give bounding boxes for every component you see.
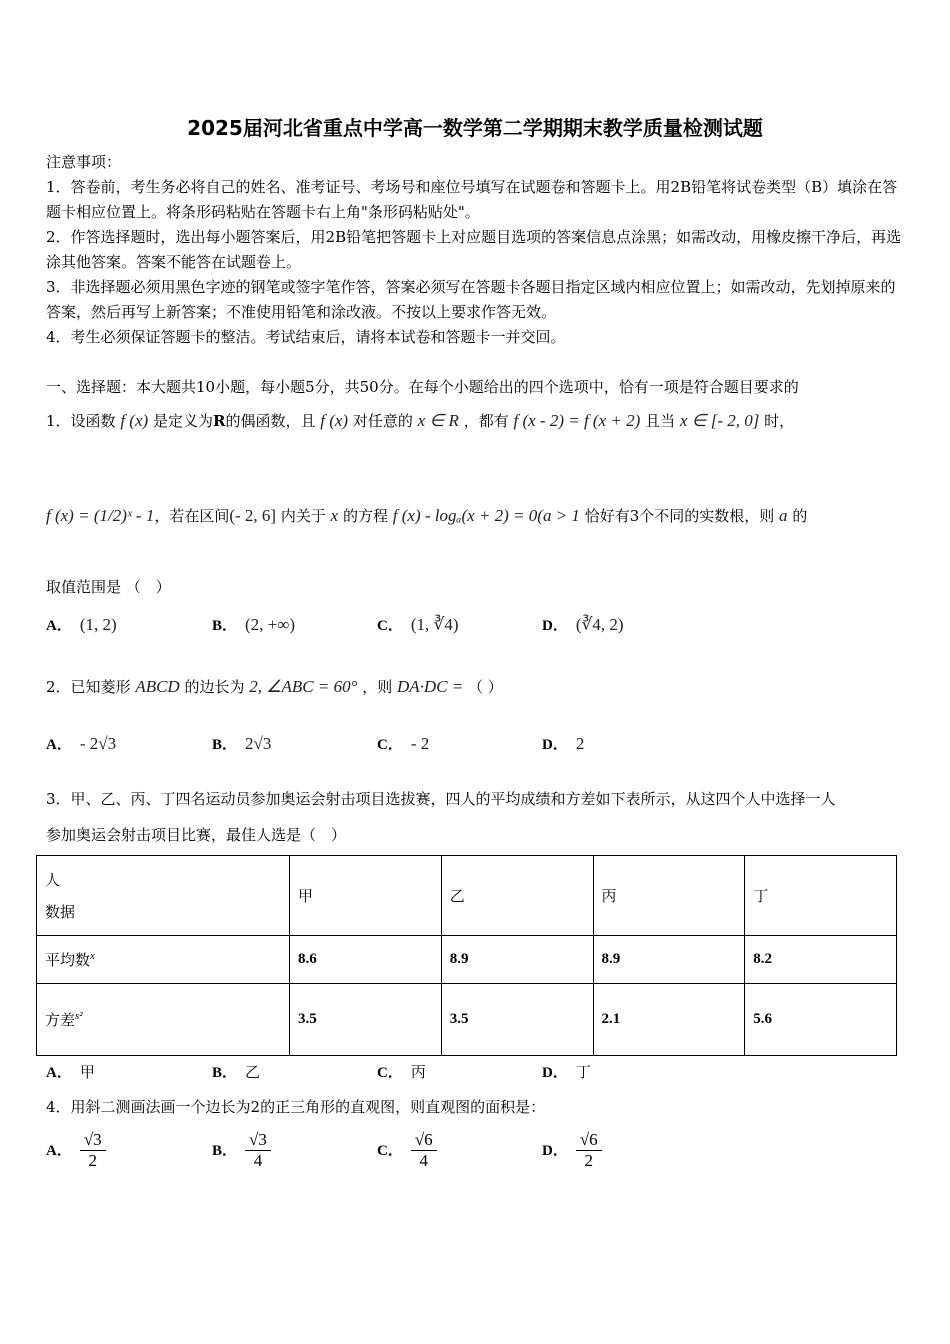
q1-option-d[interactable] xyxy=(542,614,624,635)
q2-option-d[interactable] xyxy=(542,733,584,754)
option-value: 乙 xyxy=(245,1063,261,1081)
q1-text: R xyxy=(212,412,226,430)
q2-math: ABCD xyxy=(135,677,180,696)
option-value: 丙 xyxy=(410,1063,426,1081)
q1-text: 的偶函数，且 xyxy=(225,412,316,430)
q2-option-a[interactable] xyxy=(46,733,116,754)
table-header: 甲 xyxy=(290,856,442,936)
table-header-row xyxy=(37,856,897,936)
option-label: D． xyxy=(542,1142,568,1159)
question-1-line-3: 取值范围是 （ ） xyxy=(46,578,171,596)
option-value: (1, 2) xyxy=(79,615,117,634)
option-label: B． xyxy=(212,1142,238,1159)
option-value: - 2 xyxy=(410,734,430,753)
q1-text: 是定义为 xyxy=(152,412,213,430)
page-title: 2025届河北省重点中学高一数学第二学期期末教学质量检测试题 xyxy=(187,116,763,140)
question-2 xyxy=(46,676,503,697)
notice-heading: 注意事项： xyxy=(46,153,122,171)
table-header: 乙 xyxy=(441,856,593,936)
fraction-numerator: √3 xyxy=(80,1130,106,1151)
row-label-text: 平均数 xyxy=(45,951,91,969)
q4-option-a[interactable] xyxy=(46,1130,106,1171)
q1-text: 对任意的 xyxy=(352,412,413,430)
question-3-line-2: 参加奥运会射击项目比赛，最佳人选是（ ） xyxy=(46,826,347,844)
q4-option-c[interactable] xyxy=(377,1130,437,1171)
table-header: 丙 xyxy=(593,856,745,936)
q1-text: 恰好有3个不同的实数根，则 xyxy=(584,507,775,525)
q3-option-c[interactable] xyxy=(377,1061,426,1082)
option-label: D． xyxy=(542,737,568,753)
notice-item-4: 4．考生必须保证答题卡的整洁。考试结束后，请将本试卷和答题卡一并交回。 xyxy=(46,328,566,346)
q3-option-a[interactable] xyxy=(46,1061,95,1082)
q1-text: 且当 xyxy=(645,412,676,430)
q2-math: DA·DC = xyxy=(397,677,464,696)
fraction-numerator: √6 xyxy=(411,1130,437,1151)
section-heading: 一、选择题：本大题共10小题，每小题5分，共50分。在每个小题给出的四个选项中，恰有一项是符合题目要求的 xyxy=(46,378,799,396)
q4-option-b[interactable] xyxy=(212,1130,271,1171)
notice-item-1: 1．答卷前，考生务必将自己的姓名、准考证号、考场号和座位号填写在试题卷和答题卡上。用2B铅笔将试卷类型（B）填涂在答题卡相应位置上。将条形码粘贴在答题卡右上角"条形码粘贴处"。 xyxy=(46,178,898,221)
option-value: (2, +∞) xyxy=(245,615,296,634)
fraction-numerator: √6 xyxy=(576,1130,602,1151)
row-label-text: 方差 xyxy=(45,1011,76,1029)
q3-option-d[interactable] xyxy=(542,1061,591,1082)
q1-text: 1．设函数 xyxy=(46,412,116,430)
option-label: B． xyxy=(212,737,238,753)
option-label: A． xyxy=(46,618,72,634)
q2-text: 的边长为 xyxy=(184,678,245,696)
table-cell: 3.5 xyxy=(290,984,442,1056)
fraction-numerator: √3 xyxy=(245,1130,271,1151)
q1-text: 时， xyxy=(764,412,795,430)
question-3-line-1: 3．甲、乙、丙、丁四名运动员参加奥运会射击项目选拔赛，四人的平均成绩和方差如下表所示，从这四个人中选择一人 xyxy=(46,790,836,808)
option-label: A． xyxy=(46,737,72,753)
fraction xyxy=(411,1130,437,1171)
option-label: C． xyxy=(377,618,403,634)
option-label: B． xyxy=(212,1065,238,1081)
question-1-line-1 xyxy=(46,410,794,431)
fraction xyxy=(245,1130,271,1171)
option-value: (∛4, 2) xyxy=(575,615,624,634)
option-label: D． xyxy=(542,1065,568,1081)
table-cell: 2.1 xyxy=(593,984,745,1056)
q1-option-a[interactable] xyxy=(46,614,117,635)
table-cell: 5.6 xyxy=(745,984,897,1056)
row-label-symbol: s² xyxy=(75,1010,83,1022)
q2-math: 2, ∠ABC = 60° xyxy=(249,677,358,696)
table-corner-cell xyxy=(37,856,290,936)
option-value: - 2√3 xyxy=(79,734,117,753)
table-cell: 8.2 xyxy=(745,936,897,984)
question-1-line-2 xyxy=(46,505,807,526)
q1-math: x ∈ R xyxy=(417,411,459,430)
corner-label-top: 人 xyxy=(45,870,61,889)
row-label xyxy=(37,936,290,984)
q1-math: a xyxy=(779,506,788,525)
q1-text: 的方程 xyxy=(342,507,388,525)
row-label-symbol: x xyxy=(90,950,95,962)
q2-text: ，则 xyxy=(362,678,393,696)
q1-text: 的 xyxy=(792,507,808,525)
table-cell: 8.9 xyxy=(441,936,593,984)
q1-math: f (x) - logₐ(x + 2) = 0(a > 1 xyxy=(392,506,580,525)
q2-option-b[interactable] xyxy=(212,733,271,754)
option-value: (1, ∛4) xyxy=(410,615,459,634)
q1-math: (- 2, 6] xyxy=(229,506,277,525)
q1-text: ，都有 xyxy=(463,412,509,430)
q1-math: f (x) xyxy=(120,411,149,430)
q2-text: （ ） xyxy=(468,678,503,696)
option-value: 2 xyxy=(575,734,585,753)
option-label: C． xyxy=(377,1065,403,1081)
table-row xyxy=(37,936,897,984)
option-label: D． xyxy=(542,618,568,634)
option-label: B． xyxy=(212,618,238,634)
option-value: 甲 xyxy=(79,1063,95,1081)
table-cell: 8.9 xyxy=(593,936,745,984)
score-table xyxy=(36,855,897,1056)
notice-item-2: 2．作答选择题时，选出每小题答案后，用2B铅笔把答题卡上对应题目选项的答案信息点涂黑；如需改动，用橡皮擦干净后，再选涂其他答案。答案不能答在试题卷上。 xyxy=(46,228,902,271)
q4-option-d[interactable] xyxy=(542,1130,602,1171)
q1-math: f (x - 2) = f (x + 2) xyxy=(513,411,641,430)
table-cell: 8.6 xyxy=(290,936,442,984)
q1-option-c[interactable] xyxy=(377,614,459,635)
fraction-denominator: 2 xyxy=(584,1151,594,1170)
q3-option-b[interactable] xyxy=(212,1061,260,1082)
option-value: 丁 xyxy=(575,1063,591,1081)
q1-text: ，若在区间 xyxy=(154,507,230,525)
option-label: C． xyxy=(377,1142,403,1159)
q1-math: f (x) = (1/2)ˣ - 1 xyxy=(46,506,155,525)
q1-math: f (x) xyxy=(320,411,349,430)
q2-option-c[interactable] xyxy=(377,733,429,754)
q1-math: x xyxy=(330,506,339,525)
option-label: A． xyxy=(46,1065,72,1081)
corner-label-bottom: 数据 xyxy=(45,902,76,921)
row-label xyxy=(37,984,290,1056)
q2-text: 2．已知菱形 xyxy=(46,678,131,696)
fraction-denominator: 2 xyxy=(88,1151,98,1170)
fraction xyxy=(576,1130,602,1171)
fraction-denominator: 4 xyxy=(253,1151,263,1170)
option-value: 2√3 xyxy=(245,734,272,753)
option-label: A． xyxy=(46,1142,72,1159)
notice-item-3: 3．非选择题必须用黑色字迹的钢笔或签字笔作答，答案必须写在答题卡各题目指定区域内相应位置上；如需改动，先划掉原来的答案，然后再写上新答案；不准使用铅笔和涂改液。不按以上要求作答无效。 xyxy=(46,278,896,321)
table-cell: 3.5 xyxy=(441,984,593,1056)
fraction-denominator: 4 xyxy=(419,1151,429,1170)
q1-math: x ∈ [- 2, 0] xyxy=(679,411,760,430)
table-header: 丁 xyxy=(745,856,897,936)
question-4: 4．用斜二测画法画一个边长为2的正三角形的直观图，则直观图的面积是： xyxy=(46,1098,546,1116)
table-row xyxy=(37,984,897,1056)
fraction xyxy=(80,1130,106,1171)
q1-option-b[interactable] xyxy=(212,614,295,635)
q1-text: 内关于 xyxy=(280,507,326,525)
option-label: C． xyxy=(377,737,403,753)
